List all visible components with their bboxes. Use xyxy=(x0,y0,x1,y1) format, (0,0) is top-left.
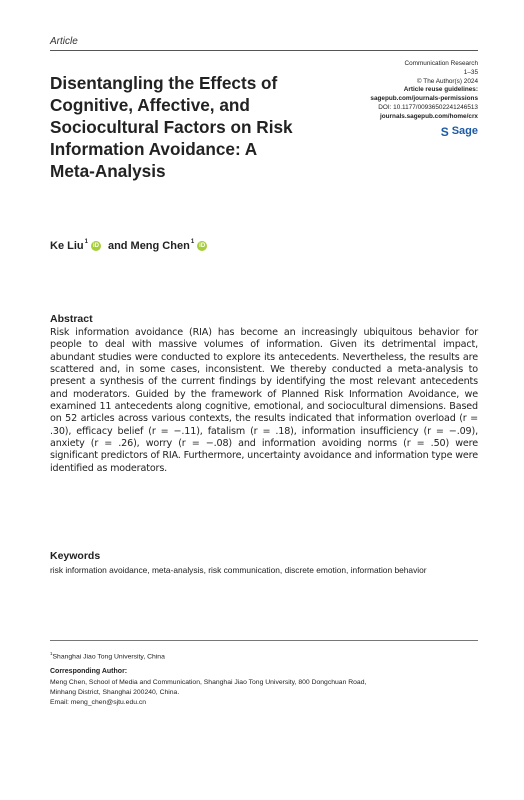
article-type-label: Article xyxy=(50,36,78,47)
keywords-heading: Keywords xyxy=(50,550,101,562)
orcid-icon[interactable]: iD xyxy=(92,243,99,249)
corresponding-details xyxy=(50,678,480,708)
header-rule xyxy=(50,50,478,51)
paper-title: Disentangling the Effects of Cognitive, Affective, and Sociocultural Factors on Risk Information Avoidance: A Meta-Analysis xyxy=(50,73,293,181)
journal-home-link[interactable]: journals.sagepub.com/home/crx xyxy=(379,112,478,120)
corresponding-email[interactable]: Email: meng_chen@sjtu.edu.cn xyxy=(50,699,147,706)
author-affil-mark: 1 xyxy=(190,239,195,245)
keywords-text: risk information avoidance, meta-analysis, risk communication, discrete emotion, information behavior xyxy=(50,565,427,575)
author-name: Ke Liu xyxy=(50,240,84,252)
affiliation-text: Shanghai Jiao Tong University, China xyxy=(52,653,165,661)
affil-mark: 1 xyxy=(50,651,53,656)
reuse-label: Article reuse guidelines: xyxy=(403,86,478,94)
doi[interactable]: DOI: 10.1177/00936502241246513 xyxy=(378,103,478,111)
abstract-text: Risk information avoidance (RIA) has become an increasingly ubiquitous behavior for people to deal with massive volumes of information. Given its detrimental impact, abundant studies were conducted to explore its antecedents. Nevertheless, the results are scattered and, in some cases, inconsistent. We thereby conducted a meta-analysis to present a synthesis of the current findings by identifying the most relevant antecedents and moderators. Guided by the framework of Planned Risk Information Avoidance, we examined 11 antecedents along cognitive, emotional, and sociocultural dimensions. Based on 52 articles across various contexts, the results indicated that information overload (r = .30), efficacy belief (r = −.11), fatalism (r = .18), information insufficiency (r = −.09), anxiety (r = .26), worry (r = −.08) and information avoiding norms (r = .50) were significant predictors of RIA. Furthermore, uncertainty avoidance and information type were identified as moderators. xyxy=(50,327,478,474)
orcid-icon[interactable]: iD xyxy=(199,243,206,249)
page-range: 1–35 xyxy=(463,68,478,76)
author-conjunction: and xyxy=(107,240,128,252)
publisher-logo xyxy=(308,126,478,138)
author-list xyxy=(50,240,211,252)
corresponding-address-1: Meng Chen, School of Media and Communication, Shanghai Jiao Tong University, 800 Dongchuan Road, xyxy=(50,679,367,686)
reuse-link[interactable]: sagepub.com/journals-permissions xyxy=(370,95,478,103)
journal-name: Communication Research xyxy=(404,60,478,67)
affiliation xyxy=(50,651,165,660)
copyright: © The Author(s) 2024 xyxy=(416,77,478,85)
abstract-heading: Abstract xyxy=(50,313,93,325)
author-name: Meng Chen xyxy=(130,240,190,252)
publisher-name: Sage xyxy=(451,125,478,138)
corresponding-heading: Corresponding Author: xyxy=(50,668,128,675)
corresponding-address-2: Minhang District, Shanghai 200240, China. xyxy=(50,689,180,696)
author-affil-mark: 1 xyxy=(84,239,88,245)
sage-logo-icon: S xyxy=(440,124,449,139)
journal-meta xyxy=(308,60,478,138)
footnote-rule xyxy=(50,640,478,641)
